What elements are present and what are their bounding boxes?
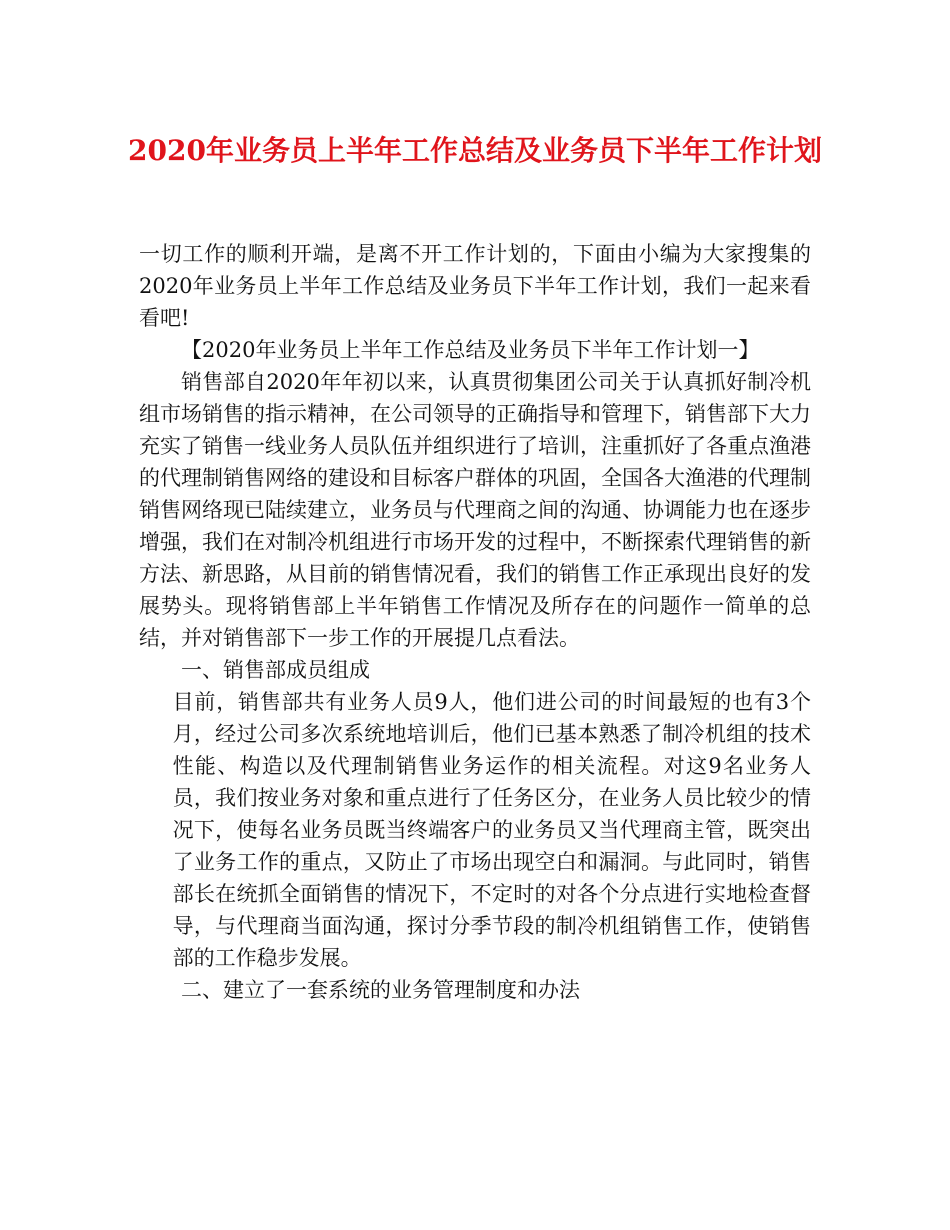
subheading-team-composition: 一、销售部成员组成: [181, 658, 370, 682]
document-body: [139, 238, 811, 1006]
document-title: 2020年业务员上半年工作总结及业务员下半年工作计划: [128, 134, 822, 167]
paragraph-sales-summary: 销售部自2020年年初以来，认真贯彻集团公司关于认真抓好制冷机组市场销售的指示精神，在公司领导的正确指导和管理下，销售部下大力充实了销售一线业务人员队伍并组织进行了培训，注重抓好了各重点渔港的代理制销售网络的建设和目标客户群体的巩固，全国各大渔港的代理制销售网络现已陆续建立，业务员与代理商之间的沟通、协调能力也在逐步增强，我们在对制冷机组进行市场开发的过程中，不断探索代理销售的新方法、新思路，从目前的销售情况看，我们的销售工作正承现出良好的发展势头。现将销售部上半年销售工作情况及所存在的问题作一简单的总结，并对销售部下一步工作的开展提几点看法。: [139, 370, 811, 650]
section-heading: 【2020年业务员上半年工作总结及业务员下半年工作计划一】: [181, 338, 760, 362]
paragraph-team-details: 目前，销售部共有业务人员9人，他们进公司的时间最短的也有3个月，经过公司多次系统地培训后，他们已基本熟悉了制冷机组的技术性能、构造以及代理制销售业务运作的相关流程。对这9名业务人员，我们按业务对象和重点进行了任务区分，在业务人员比较少的情况下，使每名业务员既当终端客户的业务员又当代理商主管，既突出了业务工作的重点，又防止了市场出现空白和漏洞。与此同时，销售部长在统抓全面销售的情况下，不定时的对各个分点进行实地检查督导，与代理商当面沟通，探讨分季节段的制冷机组销售工作，使销售部的工作稳步发展。: [172, 690, 811, 970]
subheading-management-system: 二、建立了一套系统的业务管理制度和办法: [181, 978, 580, 1002]
intro-paragraph: 一切工作的顺利开端，是离不开工作计划的，下面由小编为大家搜集的2020年业务员上半年工作总结及业务员下半年工作计划，我们一起来看看吧!: [139, 242, 811, 330]
